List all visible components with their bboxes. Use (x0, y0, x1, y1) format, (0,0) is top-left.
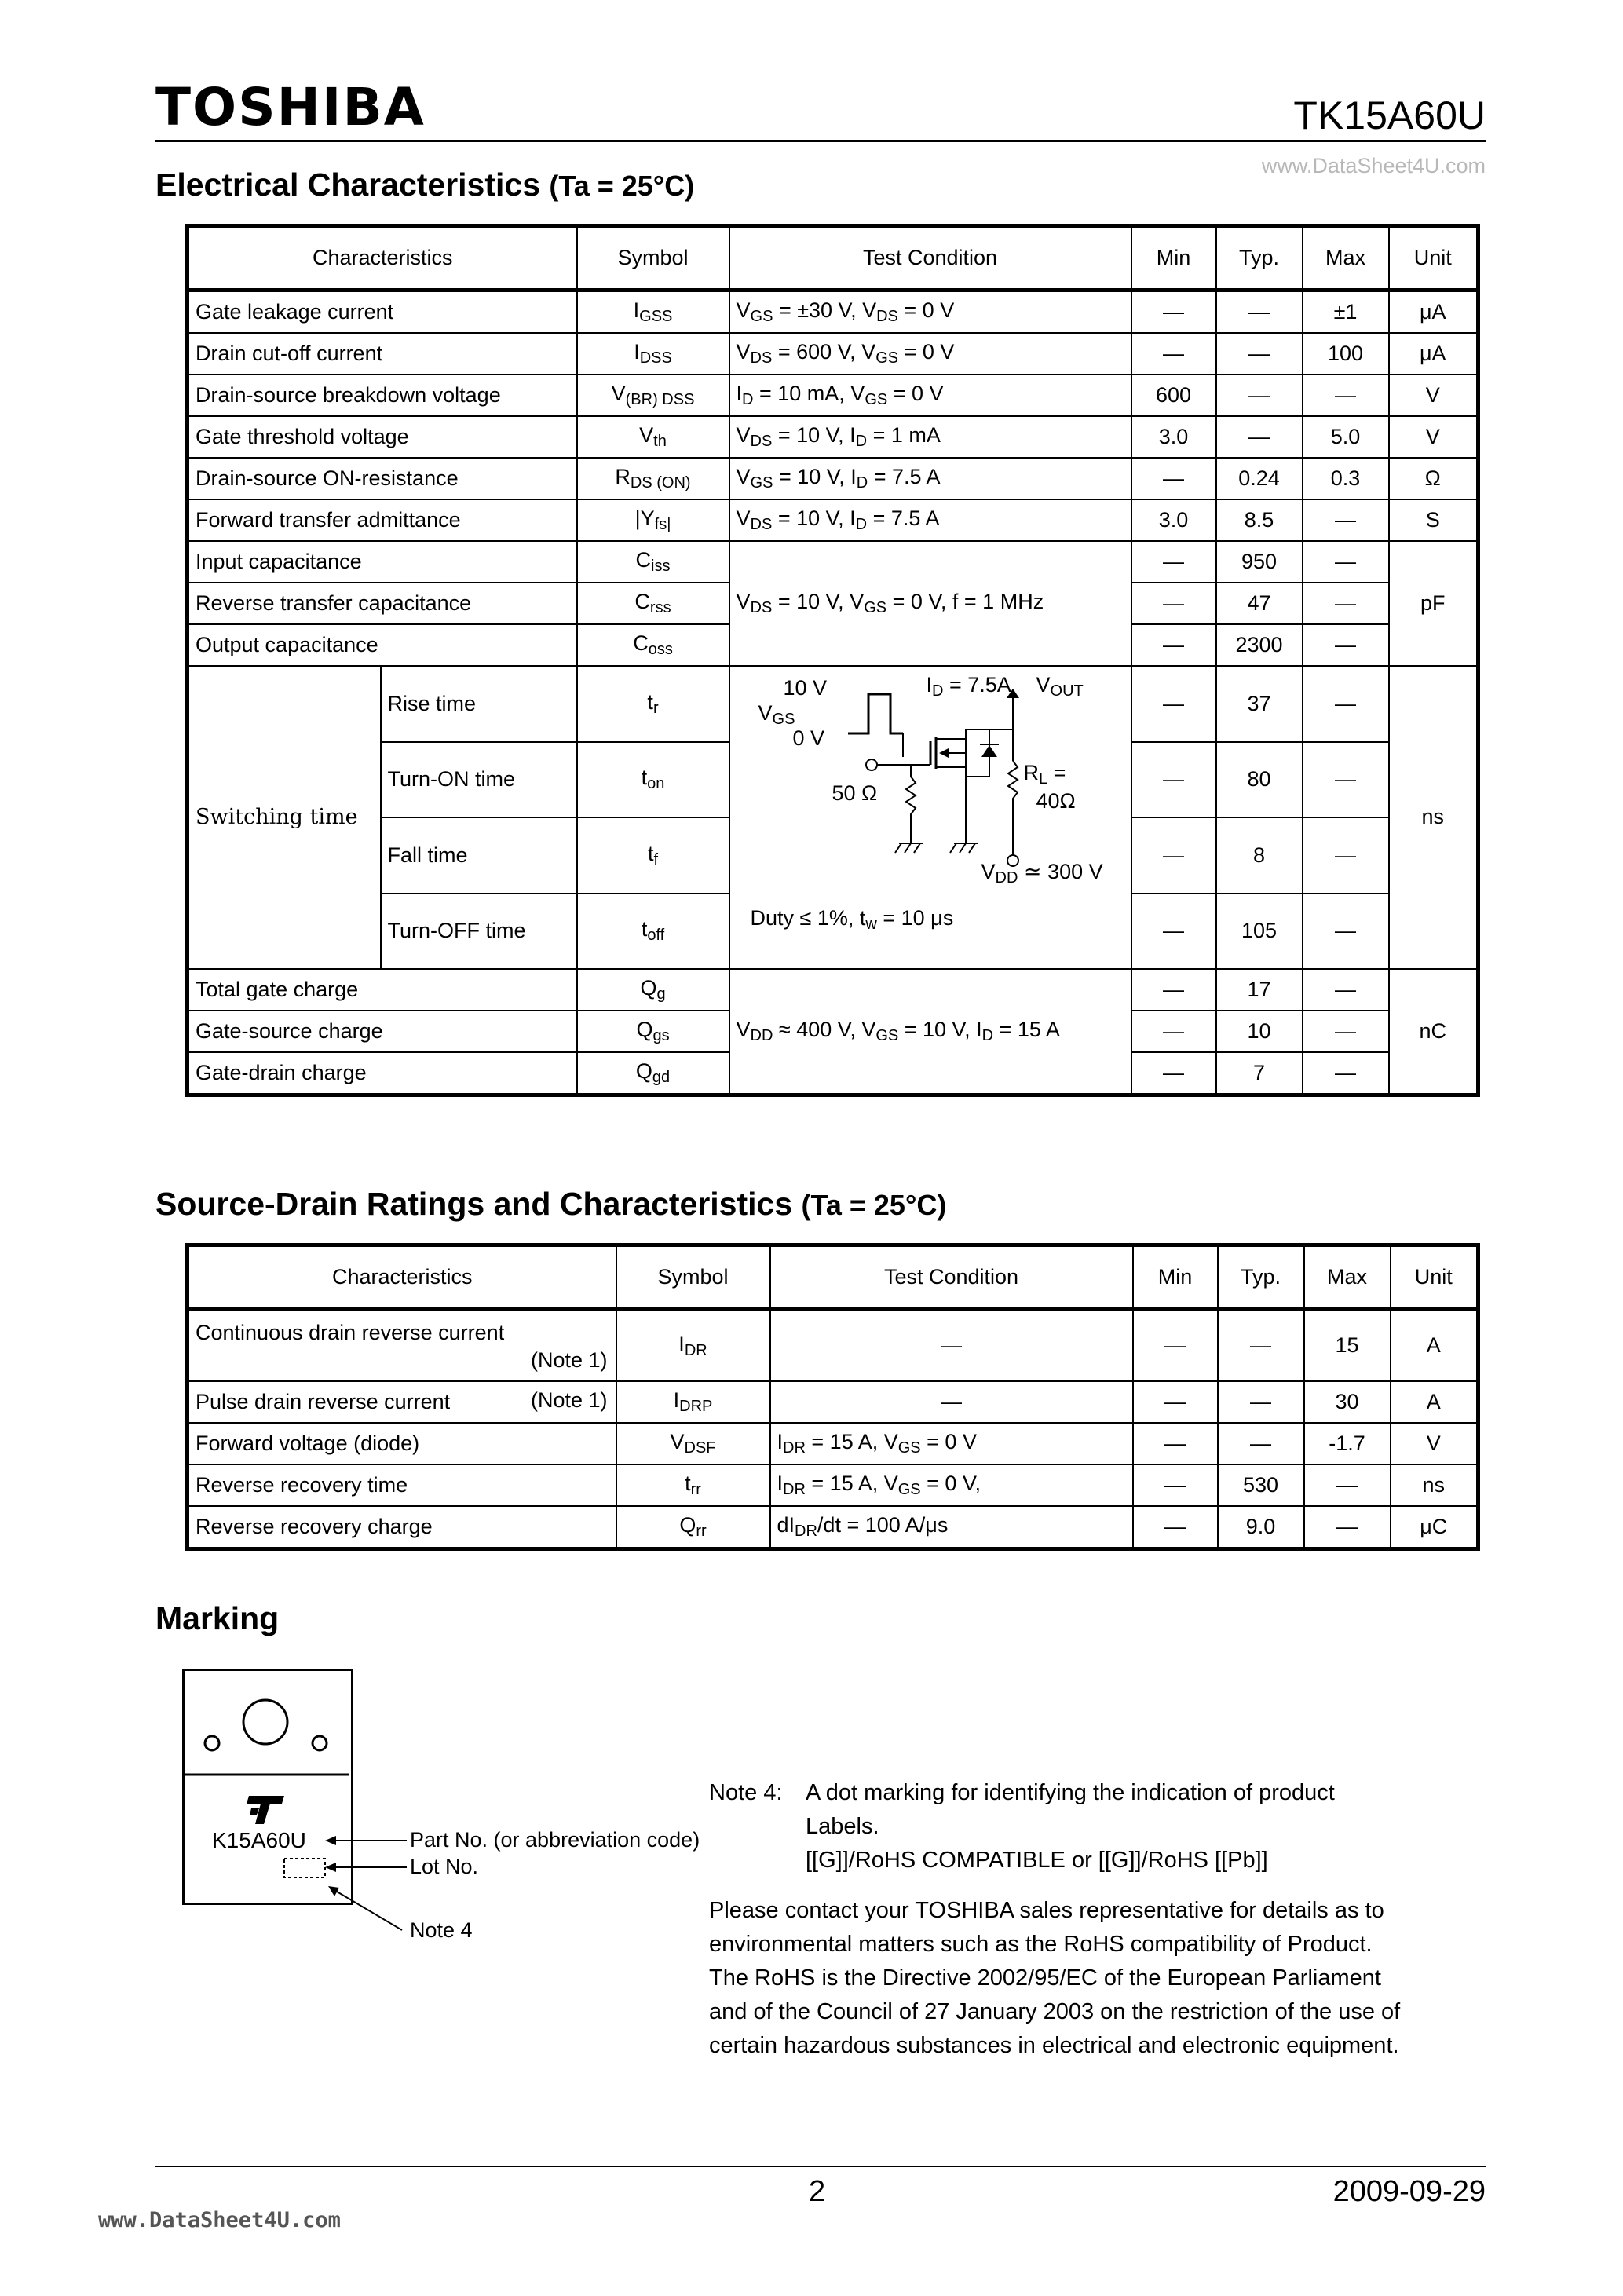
table-row (188, 541, 1479, 583)
row-min: — (1133, 1381, 1218, 1423)
row-max: 0.3 (1303, 458, 1389, 499)
row-test-condition: $V_{GS} = \pm 30$ V, $V_{DS} = 0$ V (729, 291, 1131, 334)
row-typ: 105 (1216, 894, 1303, 970)
paragraph-line: Please contact your TOSHIBA sales representative for details as to (709, 1898, 1384, 1923)
note4-text (806, 1776, 1335, 1877)
row-characteristic: Input capacitance (188, 541, 577, 583)
row-min: — (1133, 1310, 1218, 1382)
table-row (188, 333, 1479, 375)
table-row (188, 375, 1479, 416)
row-symbol: $I_{DR}$ (616, 1310, 770, 1382)
row-test-condition: $V_{DS} = 10$ V, $I_D = 7.5$ A (729, 499, 1131, 541)
part-number: TK15A60U (1293, 93, 1486, 137)
sd-header-unit: Unit (1391, 1245, 1479, 1310)
row-symbol: $V_{th}$ (577, 416, 729, 458)
row-characteristic-text: Pulse drain reverse current (196, 1389, 451, 1413)
note4-line: [[G]]/RoHS COMPATIBLE or [[G]]/RoHS [[Pb]] (806, 1848, 1268, 1873)
row-characteristic: Turn-OFF time (381, 894, 577, 970)
row-typ: — (1218, 1423, 1304, 1464)
row-min: — (1131, 583, 1216, 624)
sd-header-characteristics: Characteristics (188, 1245, 616, 1310)
row-min: — (1131, 541, 1216, 583)
sd-header-typ: Typ. (1218, 1245, 1304, 1310)
switching-group-label: Switching time (188, 666, 381, 969)
header-characteristics: Characteristics (188, 226, 577, 291)
row-unit: V (1389, 416, 1479, 458)
sd-title-cond: (Ta = 25°C) (801, 1189, 947, 1221)
row-characteristic: Reverse recovery charge (188, 1506, 616, 1549)
row-typ: 17 (1216, 969, 1303, 1011)
row-unit: V (1389, 375, 1479, 416)
header-symbol: Symbol (577, 226, 729, 291)
sd-header-max: Max (1304, 1245, 1391, 1310)
row-min: — (1131, 894, 1216, 970)
section-title-electrical (155, 166, 694, 203)
rohs-paragraph (709, 1894, 1400, 2063)
header-rule (155, 140, 1486, 142)
section-title-marking: Marking (155, 1600, 280, 1636)
circuit-label-vgs: $V_{GS}$ (758, 701, 795, 728)
cap-unit: pF (1389, 541, 1479, 666)
row-symbol: $t_{rr}$ (616, 1464, 770, 1506)
table-row (188, 1464, 1479, 1506)
circuit-label-duty: Duty ≤ 1%, $t_w = 10$ μs (750, 906, 954, 933)
circuit-label-50ohm: 50 Ω (832, 781, 878, 805)
row-characteristic: Drain cut-off current (188, 333, 577, 375)
row-min: 3.0 (1131, 416, 1216, 458)
row-symbol: $C_{rss}$ (577, 583, 729, 624)
source-drain-table (185, 1243, 1480, 1551)
sd-header-row (188, 1245, 1479, 1310)
row-characteristic: Reverse recovery time (188, 1464, 616, 1506)
callout-note4: Note 4 (410, 1918, 473, 1942)
row-typ: — (1216, 291, 1303, 334)
row-min: 600 (1131, 375, 1216, 416)
row-note: (Note 1) (530, 1387, 608, 1412)
watermark-top: www.DataSheet4U.com (1261, 154, 1486, 177)
row-symbol: $Q_{gs}$ (577, 1011, 729, 1052)
note4-line: A dot marking for identifying the indication of product (806, 1780, 1335, 1805)
paragraph-line: certain hazardous substances in electrical and electronic equipment. (709, 2033, 1399, 2058)
row-note: (Note 1) (530, 1347, 608, 1372)
row-test-condition: $dI_{DR}/dt = 100$ A/μs (770, 1506, 1133, 1549)
package-part-label: K15A60U (212, 1828, 306, 1852)
row-typ: 47 (1216, 583, 1303, 624)
row-test-condition: $I_{DR} = 15$ A, $V_{GS} = 0$ V, (770, 1464, 1133, 1506)
row-symbol: $|Y_{fs|}$ (577, 499, 729, 541)
row-max: — (1303, 583, 1389, 624)
circuit-label-vout: $V_{OUT}$ (1036, 673, 1084, 700)
row-characteristic (188, 1381, 616, 1423)
row-unit: μA (1389, 291, 1479, 334)
row-max: 15 (1304, 1310, 1391, 1382)
row-symbol: $Q_{rr}$ (616, 1506, 770, 1549)
row-typ: — (1216, 375, 1303, 416)
header-min: Min (1131, 226, 1216, 291)
elec-capacitance-rows (188, 541, 1479, 666)
table-row (188, 1423, 1479, 1464)
row-max: — (1304, 1464, 1391, 1506)
row-min: — (1131, 742, 1216, 818)
elec-title-cond: (Ta = 25°C) (549, 170, 695, 202)
row-unit: V (1391, 1423, 1479, 1464)
row-symbol: $R_{DS (ON)}$ (577, 458, 729, 499)
row-symbol: $t_{off}$ (577, 894, 729, 970)
note4-line: Labels. (806, 1814, 879, 1839)
row-max: — (1304, 1506, 1391, 1549)
switching-test-condition (729, 666, 1131, 969)
row-max: — (1303, 541, 1389, 583)
row-characteristic: Reverse transfer capacitance (188, 583, 577, 624)
table-row (188, 499, 1479, 541)
row-symbol: $Q_g$ (577, 969, 729, 1011)
circuit-label-40ohm: 40Ω (1036, 789, 1076, 813)
row-characteristic: Gate-source charge (188, 1011, 577, 1052)
table-row (188, 1506, 1479, 1549)
row-max: — (1303, 666, 1389, 742)
sd-title-text: Source-Drain Ratings and Characteristics (155, 1186, 793, 1222)
row-symbol: $C_{oss}$ (577, 624, 729, 666)
electrical-characteristics-table (185, 224, 1480, 1097)
row-max: — (1303, 894, 1389, 970)
circuit-label-rl: $R_L$ = (1023, 761, 1066, 788)
row-typ: 950 (1216, 541, 1303, 583)
row-characteristic: Forward voltage (diode) (188, 1423, 616, 1464)
row-typ: 9.0 (1218, 1506, 1304, 1549)
elec-simple-rows (188, 291, 1479, 542)
row-min: — (1131, 624, 1216, 666)
row-test-condition: $I_D = 10$ mA, $V_{GS} = 0$ V (729, 375, 1131, 416)
row-min: — (1131, 458, 1216, 499)
row-typ: 80 (1216, 742, 1303, 818)
row-characteristic: Total gate charge (188, 969, 577, 1011)
row-characteristic: Turn-ON time (381, 742, 577, 818)
row-typ: 2300 (1216, 624, 1303, 666)
page-number: 2 (809, 2175, 826, 2208)
row-symbol: $I_{DRP}$ (616, 1381, 770, 1423)
circuit-label-0v: 0 V (792, 726, 825, 750)
row-max: — (1303, 742, 1389, 818)
row-characteristic: Gate-drain charge (188, 1052, 577, 1095)
row-test-condition: $I_{DR} = 15$ A, $V_{GS} = 0$ V (770, 1423, 1133, 1464)
row-typ: 8.5 (1216, 499, 1303, 541)
row-symbol: $V_{DSF}$ (616, 1423, 770, 1464)
table-row (188, 416, 1479, 458)
row-max: — (1303, 499, 1389, 541)
row-test-condition: $V_{DS} = 10$ V, $I_D = 1$ mA (729, 416, 1131, 458)
circuit-label-id: $I_D = 7.5A$ (926, 673, 1011, 700)
row-symbol: $I_{GSS}$ (577, 291, 729, 334)
row-typ: 8 (1216, 817, 1303, 894)
row-symbol: $V_{(BR) DSS}$ (577, 375, 729, 416)
row-symbol: $Q_{gd}$ (577, 1052, 729, 1095)
row-max: ±1 (1303, 291, 1389, 334)
row-characteristic (188, 1310, 616, 1382)
row-max: -1.7 (1304, 1423, 1391, 1464)
row-unit: μC (1391, 1506, 1479, 1549)
row-min: — (1131, 291, 1216, 334)
paragraph-line: environmental matters such as the RoHS compatibility of Product. (709, 1932, 1373, 1957)
row-min: — (1133, 1423, 1218, 1464)
row-characteristic: Gate leakage current (188, 291, 577, 334)
table-row (188, 458, 1479, 499)
table-row (188, 291, 1479, 334)
charge-test-condition: $V_{DD} \approx 400$ V, $V_{GS} = 10$ V, $I_D = 15$ A (729, 969, 1131, 1095)
paragraph-line: The RoHS is the Directive 2002/95/EC of the European Parliament (709, 1965, 1381, 1991)
row-characteristic: Drain-source breakdown voltage (188, 375, 577, 416)
row-typ: 10 (1216, 1011, 1303, 1052)
row-unit: μA (1389, 333, 1479, 375)
circuit-label-vdd: $V_{DD}$ ≃ 300 V (981, 860, 1103, 887)
switching-test-circuit (730, 667, 1120, 968)
row-characteristic-text: Continuous drain reverse current (196, 1321, 505, 1344)
row-typ: — (1216, 416, 1303, 458)
row-symbol: $t_r$ (577, 666, 729, 742)
row-typ: 7 (1216, 1052, 1303, 1095)
row-characteristic: Fall time (381, 817, 577, 894)
row-max: — (1303, 817, 1389, 894)
row-typ: 0.24 (1216, 458, 1303, 499)
table-row (188, 666, 1479, 742)
callout-part-no: Part No. (or abbreviation code) (410, 1828, 700, 1852)
sd-rows (188, 1310, 1479, 1549)
watermark-bottom: www.DataSheet4U.com (98, 2208, 341, 2232)
row-characteristic: Gate threshold voltage (188, 416, 577, 458)
table-row (188, 1310, 1479, 1382)
row-characteristic: Drain-source ON-resistance (188, 458, 577, 499)
row-min: — (1133, 1464, 1218, 1506)
row-typ: 37 (1216, 666, 1303, 742)
row-min: — (1131, 1011, 1216, 1052)
row-min: — (1133, 1506, 1218, 1549)
table-row (188, 1381, 1479, 1423)
row-unit: S (1389, 499, 1479, 541)
header-test-condition: Test Condition (729, 226, 1131, 291)
row-test-condition: $V_{GS} = 10$ V, $I_D = 7.5$ A (729, 458, 1131, 499)
row-test-condition: $V_{DS} = 600$ V, $V_{GS} = 0$ V (729, 333, 1131, 375)
note4-label: Note 4: (709, 1780, 783, 1805)
section-title-source-drain (155, 1186, 946, 1223)
elec-switching-rows (188, 666, 1479, 969)
row-min: — (1131, 333, 1216, 375)
row-test-condition: — (770, 1381, 1133, 1423)
row-symbol: $C_{iss}$ (577, 541, 729, 583)
row-typ: — (1216, 333, 1303, 375)
row-test-condition: — (770, 1310, 1133, 1382)
row-max: — (1303, 1052, 1389, 1095)
row-symbol: $I_{DSS}$ (577, 333, 729, 375)
footer-date: 2009-09-29 (1332, 2175, 1486, 2208)
row-symbol: $t_{on}$ (577, 742, 729, 818)
row-max: 30 (1304, 1381, 1391, 1423)
row-symbol: $t_f$ (577, 817, 729, 894)
row-unit: A (1391, 1310, 1479, 1382)
row-min: — (1131, 817, 1216, 894)
row-typ: — (1218, 1310, 1304, 1382)
row-unit: ns (1391, 1464, 1479, 1506)
header-unit: Unit (1389, 226, 1479, 291)
row-min: 3.0 (1131, 499, 1216, 541)
brand-logo: TOSHIBA (155, 77, 426, 137)
sd-header-symbol: Symbol (616, 1245, 770, 1310)
row-characteristic: Rise time (381, 666, 577, 742)
table-header-row (188, 226, 1479, 291)
circuit-label-10v: 10 V (783, 676, 828, 700)
row-characteristic: Output capacitance (188, 624, 577, 666)
cap-test-condition: $V_{DS} = 10$ V, $V_{GS} = 0$ V, f = 1 MHz (729, 541, 1131, 666)
row-max: 100 (1303, 333, 1389, 375)
footer-rule (155, 2166, 1486, 2167)
row-unit: Ω (1389, 458, 1479, 499)
row-min: — (1131, 666, 1216, 742)
row-max: — (1303, 1011, 1389, 1052)
paragraph-line: and of the Council of 27 January 2003 on the restriction of the use of (709, 1999, 1401, 2024)
row-max: — (1303, 624, 1389, 666)
charge-unit: nC (1389, 969, 1479, 1095)
table-row (188, 969, 1479, 1011)
row-characteristic: Forward transfer admittance (188, 499, 577, 541)
sd-header-min: Min (1133, 1245, 1218, 1310)
sd-header-test-condition: Test Condition (770, 1245, 1133, 1310)
elec-title-text: Electrical Characteristics (155, 166, 540, 203)
switching-unit: ns (1389, 666, 1479, 969)
row-min: — (1131, 969, 1216, 1011)
header-typ: Typ. (1216, 226, 1303, 291)
row-max: — (1303, 969, 1389, 1011)
row-unit: A (1391, 1381, 1479, 1423)
header-max: Max (1303, 226, 1389, 291)
row-max: 5.0 (1303, 416, 1389, 458)
callout-lot-no: Lot No. (410, 1855, 479, 1878)
row-max: — (1303, 375, 1389, 416)
elec-charge-rows (188, 969, 1479, 1095)
row-typ: 530 (1218, 1464, 1304, 1506)
row-min: — (1131, 1052, 1216, 1095)
row-typ: — (1218, 1381, 1304, 1423)
